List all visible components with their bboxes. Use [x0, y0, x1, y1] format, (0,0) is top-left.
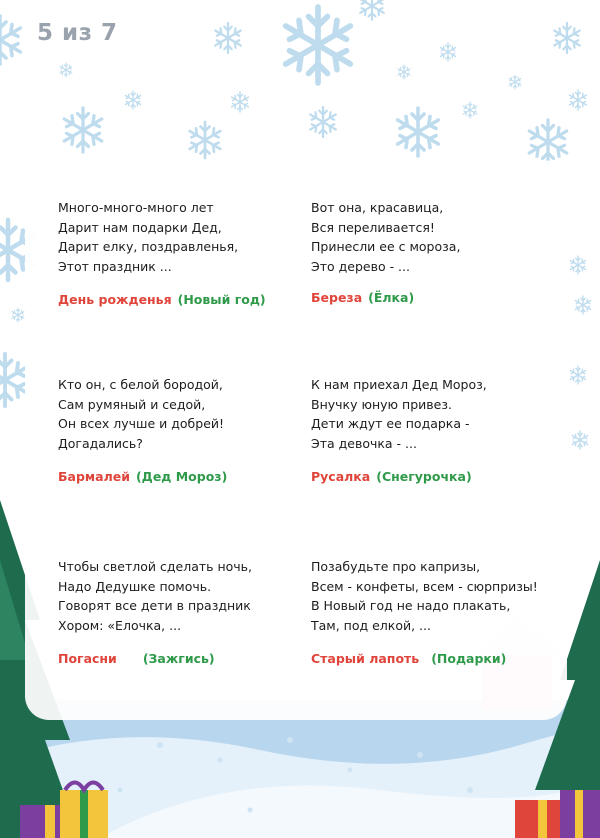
- wrong-answer: Бармалей: [58, 469, 130, 484]
- answer-row: [58, 651, 298, 666]
- riddle-line: Вот она, красавица,: [311, 200, 444, 215]
- riddle-line: Надо Дедушке помочь.: [58, 578, 212, 594]
- wrong-answer: Старый лапоть: [311, 651, 420, 666]
- riddle-line: Хором: «Елочка, ...: [58, 617, 182, 633]
- riddle-line: Эта девочка - ...: [311, 435, 417, 451]
- riddle-line: Дарит нам подарки Дед,: [58, 219, 222, 235]
- riddle-line: Чтобы светлой сделать ночь,: [58, 559, 253, 574]
- riddle-1: [58, 198, 298, 307]
- riddle-line: Много-много-много лет: [58, 200, 214, 215]
- riddle-line: Сам румяный и седой,: [58, 396, 206, 412]
- riddle-line: Внучку юную привез.: [311, 396, 452, 412]
- riddle-line: Позабудьте про капризы,: [311, 559, 481, 574]
- page-counter: 5 из 7: [37, 20, 118, 46]
- right-answer: (Ёлка): [368, 290, 415, 305]
- riddle-5: [58, 557, 298, 666]
- riddle-6: [311, 557, 551, 666]
- riddle-line: Там, под елкой, ...: [311, 617, 431, 633]
- riddle-line: Говорят все дети в праздник: [58, 598, 251, 613]
- riddle-3: [58, 375, 298, 484]
- answer-row: [58, 292, 298, 307]
- riddle-2: [311, 198, 551, 305]
- right-answer: (Снегурочка): [376, 469, 472, 484]
- wrong-answer: Русалка: [311, 469, 371, 484]
- riddle-line: В Новый год не надо плакать,: [311, 598, 511, 613]
- right-answer: (Зажгись): [142, 651, 215, 666]
- right-answer: (Новый год): [177, 292, 266, 307]
- riddle-line: Это дерево - ...: [311, 258, 410, 274]
- riddle-4: [311, 375, 551, 484]
- right-answer: (Дед Мороз): [135, 469, 228, 484]
- wrong-answer: Погасни: [58, 651, 117, 666]
- wrong-answer: День рожденья: [58, 292, 172, 307]
- answer-row: [58, 469, 298, 484]
- riddle-line: Дети ждут ее подарка -: [311, 416, 470, 431]
- riddle-line: Дарит елку, поздравленья,: [58, 239, 239, 254]
- riddle-line: Принесли ее с мороза,: [311, 239, 461, 254]
- riddle-line: Он всех лучше и добрей!: [58, 416, 225, 431]
- riddle-line: Вся переливается!: [311, 219, 435, 235]
- riddle-line: Кто он, с белой бородой,: [58, 377, 223, 392]
- riddle-line: Догадались?: [58, 435, 143, 451]
- right-answer: (Подарки): [431, 651, 507, 666]
- answer-row: [311, 290, 551, 305]
- riddle-line: Этот праздник ...: [58, 258, 172, 274]
- answer-row: [311, 469, 551, 484]
- answer-row: [311, 651, 551, 666]
- wrong-answer: Береза: [311, 290, 363, 305]
- riddle-line: Всем - конфеты, всем - сюрпризы!: [311, 578, 538, 594]
- riddle-line: К нам приехал Дед Мороз,: [311, 377, 487, 392]
